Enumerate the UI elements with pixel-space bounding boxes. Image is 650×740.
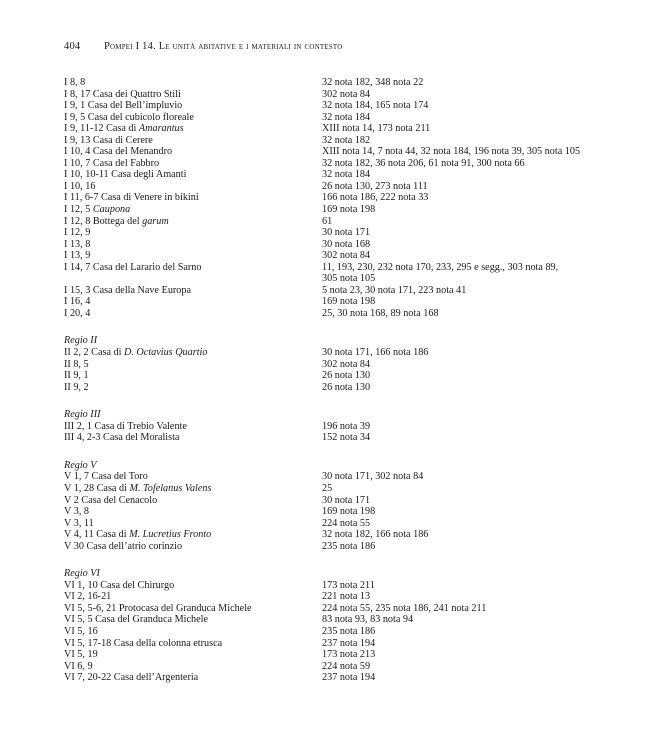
entry-references: 32 nota 182, 166 nota 186 [322,529,429,541]
entry-references: 30 nota 171, 166 nota 186 [322,347,429,359]
entry-location [64,518,322,530]
entry-location [64,359,322,371]
entry-references: XIII nota 14, 7 nota 44, 32 nota 184, 196 nota 39, 305 nota 105 [322,146,581,158]
entry-label-italic: garum [142,215,169,227]
entry-label: I 13, 8 [64,238,91,250]
entry-location [64,77,322,89]
index-entry [64,347,624,359]
entry-label: I 10, 10-11 Casa degli Amanti [64,169,187,181]
entry-location [64,216,322,228]
entry-label: II 9, 2 [64,381,89,393]
entry-references: 169 nota 198 [322,296,376,308]
index-entry [64,518,624,530]
entry-references: 173 nota 213 [322,649,376,661]
entry-location [64,204,322,216]
entry-label: III 2, 1 Casa di Trebio Valente [64,420,187,432]
entry-label: VI 5, 19 [64,649,98,661]
index-entry [64,296,624,308]
index-entry [64,471,624,483]
index-entry [64,591,624,603]
index-entry [64,529,624,541]
entry-label: I 20, 4 [64,307,91,319]
entry-references: 32 nota 182, 36 nota 206, 61 nota 91, 300 nota 66 [322,157,525,169]
index-entry [64,382,624,394]
entry-label: II 8, 5 [64,358,89,370]
entry-label: I 8, 8 [64,77,86,88]
entry-label: I 9, 11-12 Casa di [64,123,139,135]
entry-location [64,273,322,285]
entry-label: I 9, 1 Casa del Bell’impluvio [64,100,183,112]
entry-location [64,432,322,444]
entry-location [64,638,322,650]
entry-location [64,661,322,673]
entry-label: I 15, 3 Casa della Nave Europa [64,284,192,296]
entry-references: 61 [322,215,333,227]
entry-label-italic: D. Octavius Quartio [123,347,208,359]
entry-references: 32 nota 184 [322,169,371,181]
index-section [64,335,624,393]
index-entry [64,285,624,297]
running-title-lead: Pompei I 14. [104,41,159,52]
entry-location [64,626,322,638]
entry-label: II 9, 1 [64,370,89,382]
index-section [64,77,624,319]
entry-location [64,296,322,308]
entry-references: 25 [322,482,333,494]
entry-label: V 3, 8 [64,506,90,518]
entry-label: I 16, 4 [64,296,91,308]
entry-label: I 9, 5 Casa del cubicolo floreale [64,111,194,123]
entry-location [64,649,322,661]
entry-label: I 13, 9 [64,250,91,262]
index-entry [64,672,624,684]
regio-heading: Regio VI [64,568,100,580]
index-entry [64,158,624,170]
index-entry [64,603,624,615]
index-entry [64,239,624,251]
entry-location [64,135,322,147]
index-entry [64,89,624,101]
entry-label: I 10, 4 Casa del Menandro [64,146,173,158]
entry-references: 302 nota 84 [322,358,371,370]
entry-references: 5 nota 23, 30 nota 171, 223 nota 41 [322,284,467,296]
entry-references: 169 nota 198 [322,506,376,518]
entry-location [64,308,322,320]
index-entry [64,204,624,216]
entry-label-italic: Caupona [92,204,131,216]
entry-location [64,370,322,382]
entry-label: I 10, 7 Casa del Fabbro [64,157,160,169]
running-header [64,41,342,52]
entry-label: VI 1, 10 Casa del Chirurgo [64,579,175,591]
entry-references: 26 nota 130 [322,370,371,382]
entry-location [64,529,322,541]
index-entry [64,541,624,553]
entry-label: V 1, 28 Casa di [64,482,130,494]
entry-references: 302 nota 84 [322,250,371,262]
entry-location [64,614,322,626]
entry-location [64,239,322,251]
entry-references: 32 nota 182, 348 nota 22 [322,77,424,88]
entry-label: I 11, 6-7 Casa di Venere in bikini [64,192,199,204]
entry-label: I 12, 8 Bottega del [64,215,143,227]
index-entry [64,638,624,650]
entry-location [64,483,322,495]
entry-references: 235 nota 186 [322,540,376,552]
entry-references: 30 nota 171 [322,494,371,506]
entry-location [64,541,322,553]
entry-references: 30 nota 171, 302 nota 84 [322,471,424,483]
index-entry [64,614,624,626]
entry-location [64,146,322,158]
index-entry [64,506,624,518]
index-entry [64,649,624,661]
entry-references: 305 nota 105 [322,273,376,285]
entry-references: 237 nota 194 [322,637,376,649]
index-entry [64,227,624,239]
index-entry [64,169,624,181]
entry-location [64,347,322,359]
entry-location [64,580,322,592]
entry-location [64,192,322,204]
entry-location [64,506,322,518]
entry-location [64,123,322,135]
entry-references: 224 nota 55 [322,517,371,529]
entry-references: 196 nota 39 [322,420,371,432]
entry-references: 26 nota 130 [322,381,371,393]
index-entry [64,432,624,444]
entry-label: I 14, 7 Casa del Larario del Sarno [64,261,202,273]
entry-label: VI 5, 5-6, 21 Protocasa del Granduca Michele [64,602,252,614]
index-section [64,460,624,552]
entry-label: I 10, 16 [64,180,96,192]
index-list [64,77,624,684]
entry-label: II 2, 2 Casa di [64,347,124,359]
entry-label: I 12, 5 [64,204,93,216]
entry-location [64,591,322,603]
entry-location [64,89,322,101]
entry-label: I 8, 17 Casa dei Quattro Stili [64,88,181,100]
entry-label: I 9, 13 Casa di Cerere [64,134,153,146]
entry-references: 30 nota 168 [322,238,371,250]
index-entry [64,135,624,147]
entry-label: V 4, 11 Casa di [64,529,130,541]
entry-references: 169 nota 198 [322,204,376,216]
index-entry [64,626,624,638]
entry-references: 166 nota 186, 222 nota 33 [322,192,429,204]
entry-location [64,112,322,124]
entry-location [64,471,322,483]
index-entry [64,483,624,495]
index-entry [64,421,624,433]
regio-heading: Regio V [64,459,97,471]
entry-location [64,495,322,507]
entry-references: 30 nota 171 [322,227,371,239]
entry-label-italic: Amarantus [138,123,184,135]
entry-label: VI 5, 5 Casa del Granduca Michele [64,614,208,626]
entry-location [64,158,322,170]
entry-references: 224 nota 59 [322,660,371,672]
index-entry [64,250,624,262]
entry-location [64,262,322,274]
entry-location [64,672,322,684]
entry-label-italic: M. Lucretius Fronto [129,529,212,541]
index-entry [64,359,624,371]
page-number: 404 [64,41,81,52]
index-entry [64,308,624,320]
entry-references: 237 nota 194 [322,672,376,684]
index-entry [64,262,624,274]
entry-label: V 2 Casa del Cenacolo [64,494,158,506]
running-title: Le unità abitative e i materiali in contesto [158,41,343,52]
entry-location [64,382,322,394]
regio-heading: Regio III [64,409,101,421]
entry-label-italic: M. Tofelanus Valens [129,482,212,494]
entry-label: V 30 Casa dell’atrio corinzio [64,540,183,552]
entry-references: 235 nota 186 [322,625,376,637]
entry-references: 32 nota 182 [322,134,371,146]
entry-references: 26 nota 130, 273 nota 111 [322,180,428,192]
index-entry [64,192,624,204]
entry-label: I 12, 9 [64,227,91,239]
index-entry [64,370,624,382]
index-entry [64,146,624,158]
index-entry [64,123,624,135]
entry-location [64,169,322,181]
entry-location [64,227,322,239]
entry-references: 25, 30 nota 168, 89 nota 168 [322,307,439,319]
regio-heading: Regio II [64,335,98,347]
entry-references: XIII nota 14, 173 nota 211 [322,123,431,135]
entry-label: VI 7, 20-22 Casa dell’Argenteria [64,672,199,684]
index-entry [64,580,624,592]
entry-references: 32 nota 184 [322,111,371,123]
entry-label: VI 6, 9 [64,660,93,672]
index-entry [64,112,624,124]
entry-label: VI 5, 16 [64,625,98,637]
entry-location [64,250,322,262]
entry-references: 152 nota 34 [322,432,371,444]
entry-references: 11, 193, 230, 232 nota 170, 233, 295 e segg., 303 nota 89, [322,261,559,273]
entry-location [64,100,322,112]
index-section [64,409,624,444]
entry-references: 32 nota 184, 165 nota 174 [322,100,429,112]
index-entry [64,181,624,193]
entry-location [64,285,322,297]
index-entry [64,77,624,89]
index-section [64,568,624,683]
index-entry [64,661,624,673]
entry-references: 221 nota 13 [322,591,371,603]
index-entry [64,100,624,112]
index-entry [64,216,624,228]
entry-references: 224 nota 55, 235 nota 186, 241 nota 211 [322,602,487,614]
index-entry [64,495,624,507]
entry-references: 173 nota 211 [322,579,375,591]
entry-references: 83 nota 93, 83 nota 94 [322,614,414,626]
entry-references: 302 nota 84 [322,88,371,100]
entry-label: III 4, 2-3 Casa del Moralista [64,432,180,444]
entry-label: VI 5, 17-18 Casa della colonna etrusca [64,637,223,649]
entry-label: V 1, 7 Casa del Toro [64,471,148,483]
entry-label: VI 2, 16-21 [64,591,112,603]
entry-location [64,421,322,433]
entry-label: V 3, 11 [64,517,94,529]
entry-location [64,603,322,615]
index-entry [64,273,624,285]
entry-location [64,181,322,193]
